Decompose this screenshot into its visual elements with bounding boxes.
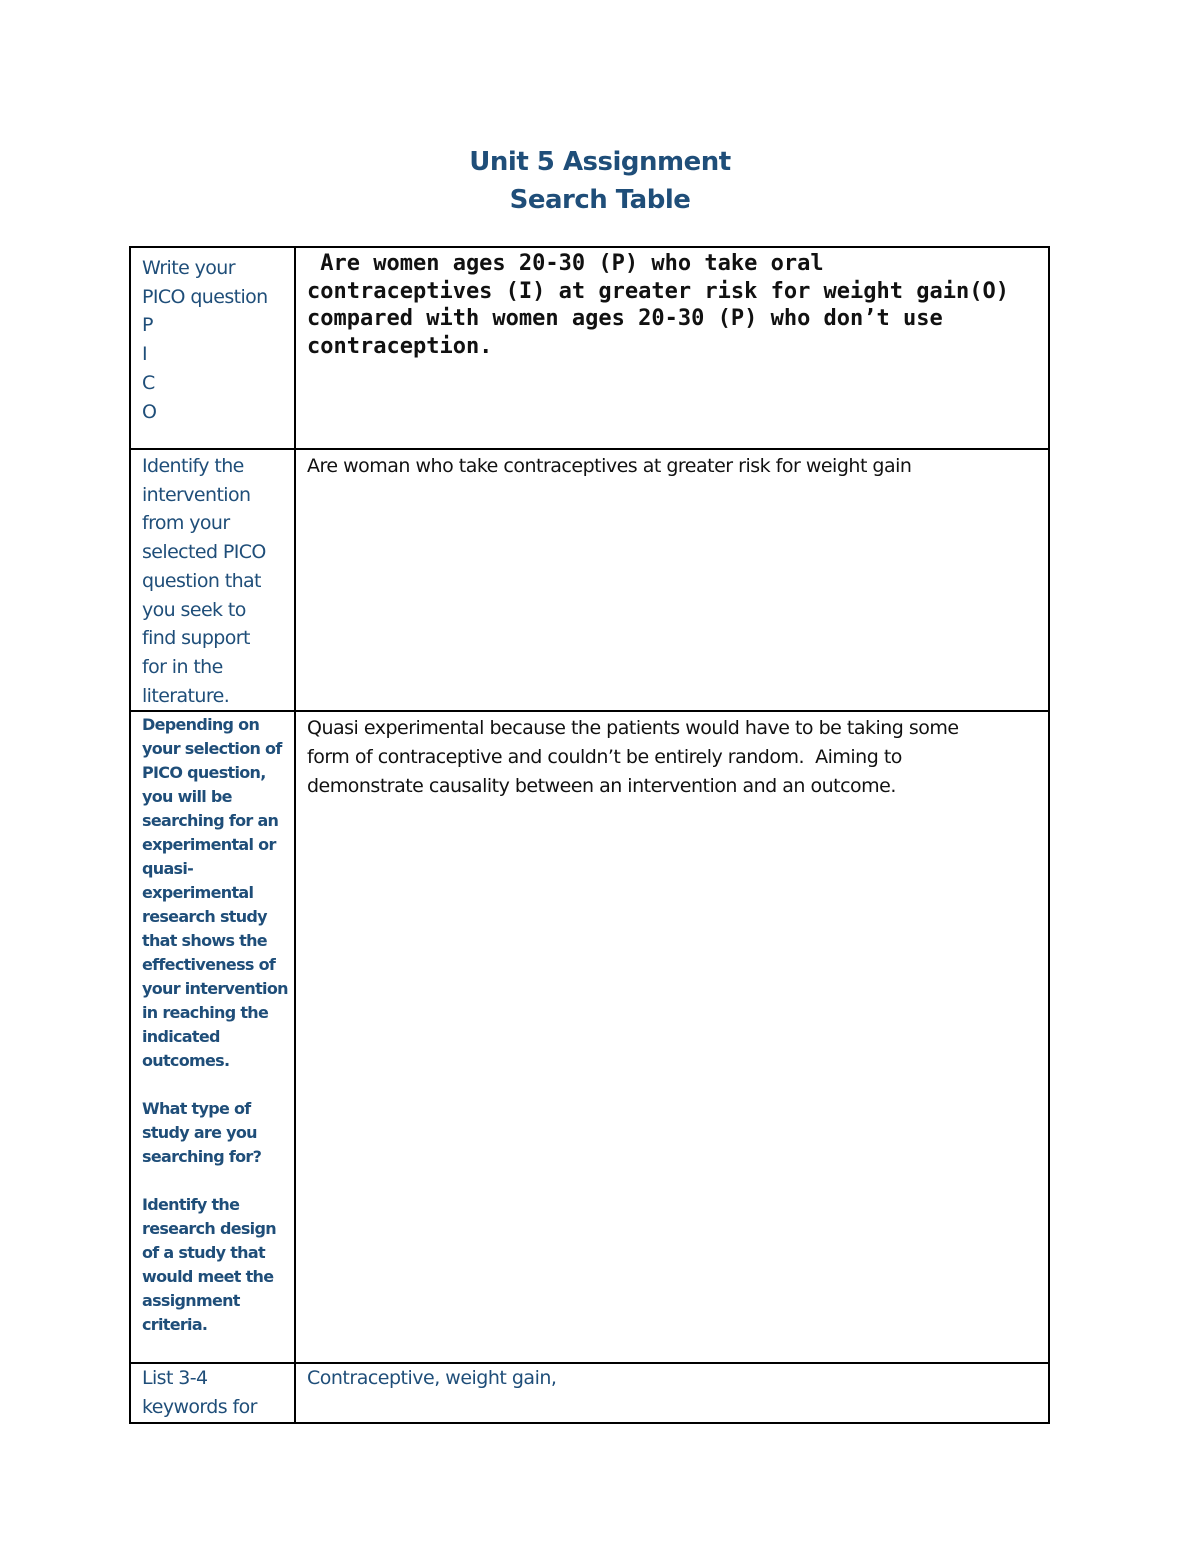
pico-answer-line: contraceptives (I) at greater risk for weight gain(O) bbox=[307, 278, 1009, 304]
row-label-line: intervention bbox=[142, 483, 251, 506]
study-type-answer-line: Quasi experimental because the patients would have to be taking some bbox=[307, 717, 959, 740]
row-label-line: Identify the bbox=[142, 1195, 240, 1215]
row-label-line: experimental or bbox=[142, 835, 276, 855]
row-label-line: assignment bbox=[142, 1291, 240, 1311]
study-type-answer-line: form of contraceptive and couldn’t be entirely random. Aiming to bbox=[307, 746, 902, 769]
row-label-line: O bbox=[142, 400, 157, 423]
paragraph-gap bbox=[142, 1169, 284, 1193]
paragraph-gap bbox=[142, 1073, 284, 1097]
keywords-answer: Contraceptive, weight gain, bbox=[307, 1367, 557, 1390]
study-type-label-cell bbox=[130, 711, 295, 1363]
row-label-line: PICO question bbox=[142, 285, 268, 308]
row-label-line: Depending on bbox=[142, 715, 260, 735]
row-label-line: PICO question, bbox=[142, 763, 266, 783]
row-label-line: I bbox=[142, 343, 148, 366]
row-label-line: in reaching the bbox=[142, 1003, 269, 1023]
pico-label-cell bbox=[130, 247, 295, 449]
row-label-line: for in the bbox=[142, 655, 223, 678]
study-type-answer-cell bbox=[295, 711, 1049, 1363]
pico-answer-line: contraception. bbox=[307, 333, 493, 359]
table-row bbox=[130, 449, 1049, 711]
row-label-line: outcomes. bbox=[142, 1051, 230, 1071]
row-label-line: find support bbox=[142, 627, 250, 650]
table-row bbox=[130, 1363, 1049, 1422]
row-label-line: you will be bbox=[142, 787, 232, 807]
row-label-line: effectiveness of bbox=[142, 955, 276, 975]
row-label-line: from your bbox=[142, 512, 230, 535]
intervention-answer: Are woman who take contraceptives at greater risk for weight gain bbox=[307, 455, 912, 477]
row-label-line: searching for an bbox=[142, 811, 279, 831]
row-label-line: your selection of bbox=[142, 739, 282, 759]
page-title: Unit 5 Assignment bbox=[469, 147, 731, 177]
row-label-line: your intervention bbox=[142, 979, 288, 999]
row-label-line: you seek to bbox=[142, 598, 246, 621]
table-row bbox=[130, 247, 1049, 449]
row-label-line: searching for? bbox=[142, 1147, 262, 1167]
row-label-line: experimental bbox=[142, 883, 254, 903]
row-label-line: P bbox=[142, 314, 153, 337]
row-label-line: of a study that bbox=[142, 1243, 265, 1263]
intervention-label-cell bbox=[130, 449, 295, 711]
row-label-line: research study bbox=[142, 907, 267, 927]
row-label-line: research design bbox=[142, 1219, 276, 1239]
table-row bbox=[130, 711, 1049, 1363]
row-label-line: What type of bbox=[142, 1099, 251, 1119]
row-label-line: literature. bbox=[142, 684, 230, 707]
row-label-line: C bbox=[142, 371, 155, 394]
row-label-line: List 3-4 bbox=[142, 1367, 208, 1390]
row-label-line: would meet the bbox=[142, 1267, 274, 1287]
row-label-line: Write your bbox=[142, 257, 235, 279]
pico-answer-cell bbox=[295, 247, 1049, 449]
row-label-line: quasi- bbox=[142, 859, 194, 879]
keywords-answer-cell bbox=[295, 1363, 1049, 1422]
row-label-line: Identify the bbox=[142, 455, 244, 477]
keywords-label-cell bbox=[130, 1363, 295, 1422]
row-label-line: selected PICO bbox=[142, 541, 266, 564]
row-label-line: question that bbox=[142, 569, 261, 592]
page-subtitle: Search Table bbox=[509, 185, 691, 215]
intervention-answer-cell bbox=[295, 449, 1049, 711]
search-table bbox=[129, 246, 1050, 1424]
row-label-line: that shows the bbox=[142, 931, 267, 951]
row-label-line: study are you bbox=[142, 1123, 257, 1143]
title-block bbox=[0, 143, 1200, 219]
row-label-line: criteria. bbox=[142, 1315, 208, 1335]
row-label-line: keywords for bbox=[142, 1396, 257, 1419]
pico-answer-line: compared with women ages 20-30 (P) who don’t use bbox=[307, 306, 943, 331]
row-label-line: indicated bbox=[142, 1027, 220, 1047]
pico-answer-line: Are women ages 20-30 (P) who take oral bbox=[307, 251, 824, 276]
study-type-answer-line: demonstrate causality between an intervention and an outcome. bbox=[307, 775, 896, 798]
